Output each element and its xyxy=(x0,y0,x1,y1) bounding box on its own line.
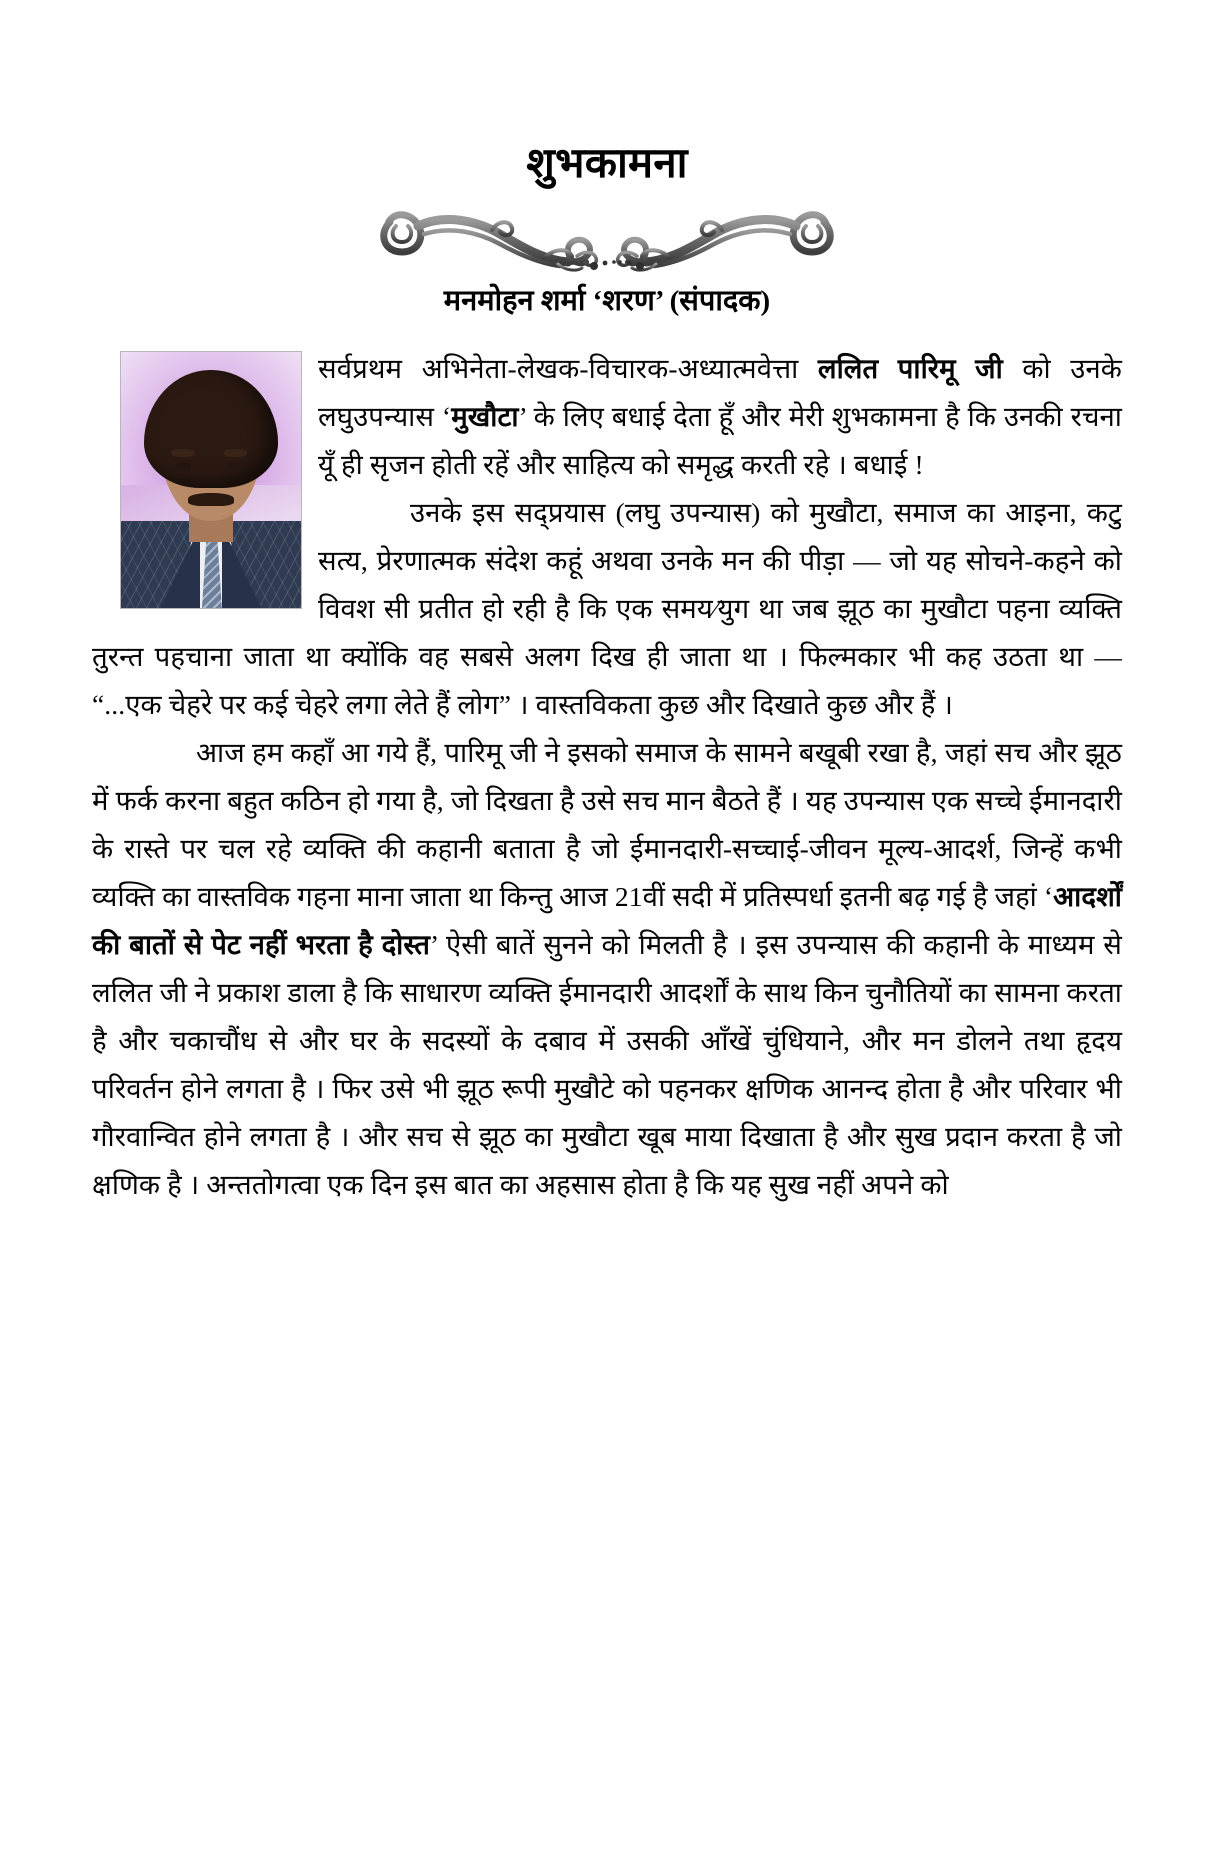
p3-run-1: आज हम कहाँ आ गये हैं, पारिमू जी ने इसको समाज के सामने बखूबी रखा है, जहां सच और झूठ में फर्क करना बहुत कठिन हो गया है, जो दिखता है उसे सच मान बैठते हैं । यह उपन्यास एक सच्चे ईमानदारी के रास्ते पर चल रहे व्यक्ति की कहानी बताता है जो ईमानदारी-सच्चाई-जीवन मूल्य-आदर्श, जिन्हें कभी व्यक्ति का वास्तविक गहना माना जाता था किन्तु आज 21वीं सदी में प्रतिस्पर्धा इतनी बढ़ गई है जहां ‘ xyxy=(92,737,1122,913)
page-title: शुभकामना xyxy=(526,141,688,187)
portrait-eyebrow-right xyxy=(224,449,247,457)
p1-run-3: को उनके लघुउपन्यास ‘ xyxy=(318,353,1122,433)
portrait-moustache xyxy=(188,493,235,506)
ornament-divider xyxy=(92,200,1122,278)
author-portrait-photo xyxy=(120,351,302,609)
p1-book-title-bold: मुखौटा xyxy=(451,401,519,433)
p2-text: उनके इस सद्प्रयास (लघु उपन्यास) को मुखौटा, समाज का आइना, कटु सत्य, प्रेरणात्मक संदेश कहूं अथवा उनके मन की पीड़ा — जो यह सोचने-कहने को विवश सी प्रतीत हो रही है कि एक समय∕युग था जब झूठ का मुखौटा पहना व्यक्ति तुरन्त पहचाना जाता था क्योंकि वह सबसे अलग दिख ही जाता था । फिल्मकार भी कह उठता था — “...एक चेहरे पर कई चेहरे लगा लेते हैं लोग” । वास्तविकता कुछ और दिखाते कुछ और हैं । xyxy=(92,497,1122,721)
portrait-eyebrow-left xyxy=(171,449,194,457)
p1-author-name-bold: ललित पारिमू जी xyxy=(817,353,1003,385)
article-body xyxy=(92,345,1122,1209)
p3-quote-bold: आदर्शों की बातों से पेट नहीं भरता है दोस्त xyxy=(92,881,1122,961)
page-content xyxy=(92,0,1122,1209)
p1-run-5: ’ के लिए बधाई देता हूँ और मेरी शुभकामना है कि उनकी रचना यूँ ही सृजन होती रहें और साहित्य को समृद्ध करती रहे । बधाई ! xyxy=(318,401,1123,481)
p3-run-3: ’ ऐसी बातें सुनने को मिलती है । इस उपन्यास की कहानी के माध्यम से ललित जी ने प्रकाश डाला है कि साधारण व्यक्ति ईमानदारी आदर्शों के साथ किन चुनौतियों का सामना करता है और चकाचौंध से और घर के सदस्यों के दबाव में उसकी आँखें चुंधियाने, और मन डोलने तथा हृदय परिवर्तन होने लगता है । फिर उसे भी झूठ रूपी मुखौटे को पहनकर क्षणिक आनन्द होता है और परिवार भी गौरवान्वित होने लगता है । और सच से झूठ का मुखौटा खूब माया दिखाता है और सुख प्रदान करता है जो क्षणिक है । अन्ततोगत्वा एक दिन इस बात का अहसास होता है कि यह सुख नहीं अपने को xyxy=(92,929,1122,1201)
byline-editor-name: मनमोहन शर्मा ‘शरण’ (संपादक) xyxy=(443,285,771,318)
floral-flourish-divider-icon xyxy=(372,200,842,278)
p1-run-1: सर्वप्रथम अभिनेता-लेखक-विचारक-अध्यात्मवेत्ता xyxy=(318,353,818,385)
paragraph-3 xyxy=(92,729,1122,1209)
